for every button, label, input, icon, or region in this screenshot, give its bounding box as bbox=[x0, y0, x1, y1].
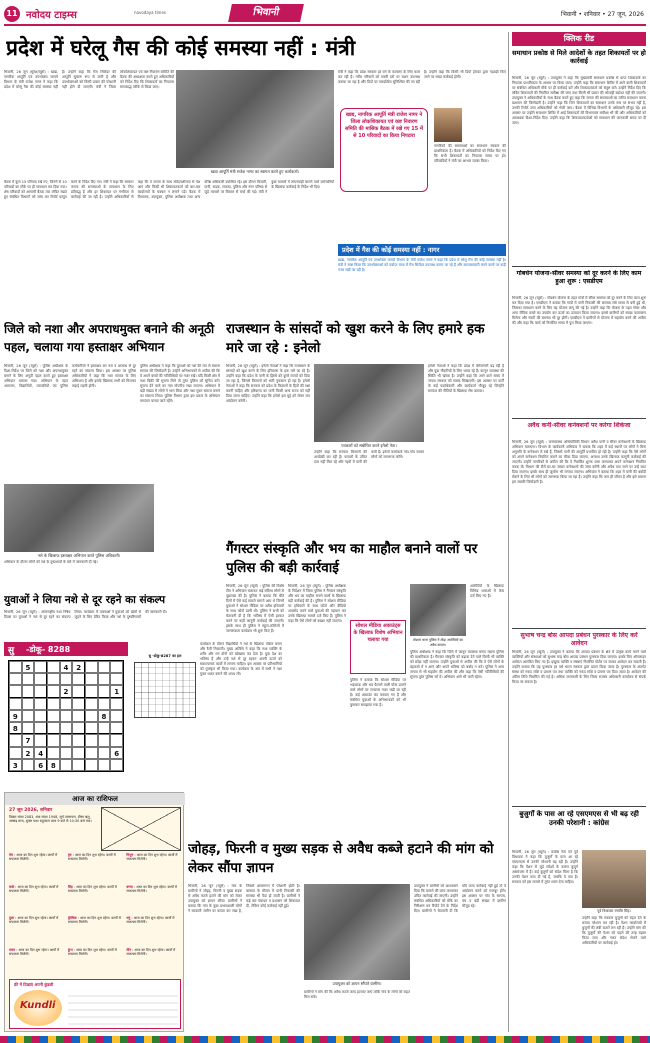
click-read-story4-body: भिवानी, 26 जून (ब्यूरो) : उपायुक्त ने बताया कि आपदा प्रबंधन के क्षेत्र में उत्कृष्ट कार्य करने वाले व्यक्तियों और संस्थाओं को सुभाष चन्द्र बोस आपदा प्रबंधन पुरस्कार दिया जाएगा। इसके लिए ऑनलाइन आवेदन आमंत्रित किए गए हैं। इच्छुक व्यक्ति व संस्थाएं निर्धारित पोर्टल पर जाकर आवेदन कर सकती हैं। उन्होंने बताया कि यह पुरस्कार हर वर्ष भारत सरकार द्वारा प्रदान किया जाता है। पुरस्कार के अंतर्गत संस्था को नकद राशि व प्रमाण पत्र तथा व्यक्ति को नकद राशि व प्रमाण पत्र दिया जाता है। आवेदन की अंतिम तिथि निर्धारित की गई है। अधिक जानकारी के लिए जिला राजस्व अधिकारी कार्यालय से संपर्क किया जा सकता है। bbox=[512, 650, 646, 684]
sudoku-cell bbox=[34, 734, 47, 746]
gangster-body-c: पुलिस अधीक्षक ने कहा कि जिले में कानून व्यवस्था बनाए रखना पुलिस की प्राथमिकता है। गैंगस्टर संस्कृति को बढ़ावा देने वाले किसी भी व्यक्ति को छोड़ा नहीं जाएगा। उन्होंने युवाओं से अपील की कि वे ऐसे लोगों के बहकावे में न आएं और अपने भविष्य को बर्बाद न करें। पुलिस ने आम जनता से भी सहयोग की अपील की और कहा कि ऐसी गतिविधियों की सूचना तुरंत पुलिस को दें। अभियान आगे भी जारी रहेगा। bbox=[410, 650, 504, 679]
rashi-item: कुंभ : आज का दिन शुभ रहेगा। कार्यों में सफलता मिलेगी। bbox=[67, 947, 117, 956]
sudoku-cell bbox=[110, 710, 123, 722]
rashi-item: कन्या : आज का दिन शुभ रहेगा। कार्यों में सफलता मिलेगी। bbox=[126, 884, 177, 893]
sudoku-cell bbox=[72, 759, 85, 771]
sudoku-cell bbox=[98, 673, 111, 685]
gangster-inset-caption: तोशाम थाना पुलिस ने तोड़ा आरोपियों का अवैध कब्जा। bbox=[413, 638, 463, 647]
section-badge: भिवानी bbox=[228, 4, 304, 22]
rashi-name: मेष bbox=[9, 853, 13, 857]
sudoku-cell bbox=[72, 722, 85, 734]
lead-photo-caption: खाद्य आपूर्ति मंत्री राजेश नागर का स्वागत करते हुए कार्यकर्ता। bbox=[210, 169, 300, 174]
sudoku-cell bbox=[60, 747, 73, 759]
click-read-story4: सुभाष चन्द्र बोस आपदा प्रबंधन पुरस्कार के लिए करें आवेदन bbox=[520, 632, 638, 647]
center-mid-photo-caption: पत्रकारों को संबोधित करते इनेलो नेता। bbox=[341, 443, 397, 448]
click-read-photo-caption: पूर्व विधायक रणबीर सिंह। bbox=[597, 909, 631, 913]
rashi-item: कर्क : आज का दिन शुभ रहेगा। कार्यों में सफलता मिलेगी। bbox=[9, 884, 59, 893]
rashi-item: मेष : आज का दिन शुभ रहेगा। कार्यों में सफलता मिलेगी। bbox=[9, 853, 58, 862]
sudoku-header bbox=[4, 642, 128, 656]
center-mid-photo bbox=[314, 364, 424, 442]
gangster-body-a: भिवानी, 26 जून (ब्यूरो) : पुलिस अधीक्षक के निर्देशन में जिला पुलिस ने गैंगस्टर संस्कृति और भय का माहौल बनाने वालों के खिलाफ़ बड़ी कार्रवाई की है। पुलिस ने सोशल मीडिया पर हथियारों के साथ फोटो और वीडियो अपलोड करने वाले युवाओं की पहचान कर उनके खिलाफ़ मामले दर्ज किए हैं। पुलिस ने कहा कि ऐसे लोगों को बख्शा नहीं जाएगा। bbox=[288, 584, 346, 623]
sudoku-cell bbox=[34, 698, 47, 710]
sudoku-cell bbox=[98, 759, 111, 771]
gangster-inset-photo bbox=[410, 584, 466, 636]
gangster-box bbox=[350, 620, 406, 674]
gangster-body-d: आरोपियों के खिलाफ़ विभिन्न धाराओं में केस दर्ज किए गए हैं। bbox=[470, 584, 504, 598]
sudoku-cell bbox=[34, 673, 47, 685]
page-number: 11 bbox=[4, 6, 20, 22]
sudoku-cell: 4 bbox=[34, 747, 47, 759]
sudoku-cell bbox=[47, 673, 60, 685]
click-read-column bbox=[512, 32, 646, 1032]
rashi-item: तुला : आज का दिन शुभ रहेगा। कार्यों में सफलता मिलेगी। bbox=[9, 916, 59, 925]
center-mid-story bbox=[226, 320, 504, 538]
rashifal-chart bbox=[101, 807, 181, 851]
sudoku-cell bbox=[22, 759, 35, 771]
sudoku-cell bbox=[85, 747, 98, 759]
rashi-name: कन्या bbox=[126, 884, 133, 889]
sudoku-cell bbox=[72, 734, 85, 746]
sudoku-cell: 6 bbox=[110, 747, 123, 759]
sudoku-cell: 7 bbox=[22, 734, 35, 746]
paper-name: नवोदय टाइम्स bbox=[26, 10, 77, 21]
rashi-name: मकर bbox=[9, 947, 16, 952]
sudoku-cell bbox=[85, 710, 98, 722]
click-read-photo bbox=[582, 850, 646, 908]
gangster-box-text: सोशल मीडिया अकाउंट्स के खिलाफ़ विशेष अभियान चलाया गया bbox=[353, 623, 403, 643]
sudoku-cell bbox=[110, 661, 123, 673]
bottom-photo-caption: उपायुक्त को ज्ञापन सौंपते ग्रामीण। bbox=[332, 981, 382, 986]
center-lower-body: भिवानी, 26 जून (ब्यूरो) : पुलिस की विशेष टीम ने अभियान चलाकर कई संदिग्ध लोगों से पूछताछ की है। पुलिस ने बताया कि बीते दिनों में ऐसे कई मामले सामने आए थे जिनमें युवाओं ने सोशल मीडिया पर अवैध हथियारों के साथ फोटो डाली थी। पुलिस ने सभी को चेतावनी दी है कि भविष्य में ऐसी हरकत करने पर कड़ी कानूनी कार्रवाई की जाएगी। इसके साथ ही पुलिस ने स्कूल-कॉलेजों में जागरूकता कार्यक्रम भी शुरू किए हैं। bbox=[226, 584, 284, 633]
sudoku-cell bbox=[34, 685, 47, 697]
paper-sub: navodaya times bbox=[134, 10, 167, 15]
click-read-story3-body: भिवानी, 26 जून (ब्यूरो) : जनस्वास्थ्य अभियांत्रिकी विभाग अवैध पानी व सीवर कनेक्शनों के खिलाफ़ अभियान चलाएगा। विभाग के कार्यकारी अभियंता ने बताया कि शहर में कई स्थानों पर लोगों ने बिना अनुमति के कनेक्शन ले रखे हैं, जिससे पानी की आपूर्ति प्रभावित हो रही है। उन्होंने कहा कि ऐसे लोगों को अपने कनेक्शन नियमित कराने का मौका दिया जाएगा, अन्यथा उनके खिलाफ़ कानूनी कार्रवाई की जाएगी। उन्होंने नागरिकों से अपील की कि वे निर्धारित शुल्क जमा करवाकर अपने कनेक्शन नियमित करवा लें। विभाग की टीमें घर-घर जाकर कनेक्शनों की जांच करेंगी और अवैध पाए जाने पर उन्हें काट दिया जाएगा। इसके साथ ही जुर्माना भी लगाया जाएगा। अभियंता ने बताया कि शहर में पानी की बर्बादी रोकने के लिए भी लोगों को जागरूक किया जा रहा है। उन्होंने कहा कि जल ही जीवन है और इसे बचाना हम सबकी जिम्मेदारी है। bbox=[512, 440, 646, 484]
bottom-body-left: भिवानी, 26 जून (ब्यूरो) : गांव के ग्रामीणों ने जोहड़, फिरनी व मुख्य सड़क से अवैध कब्जे हटाने की मांग को लेकर उपायुक्त को ज्ञापन सौंपा। ग्रामीणों ने बताया कि गांव के कुछ प्रभावशाली लोगों ने सरकारी जमीन पर कब्जा कर रखा है, जिससे आवागमन में परेशानी होती है। बरसात के मौसम में पानी निकासी की समस्या भी पैदा हो जाती है। ग्रामीणों ने कई बार पंचायत व प्रशासन को शिकायत दी, लेकिन कोई कार्रवाई नहीं हुई। bbox=[188, 884, 300, 913]
sudoku-cell bbox=[34, 710, 47, 722]
minister-photo bbox=[434, 108, 462, 142]
left-mid-body-right: पुलिस अधीक्षक ने कहा कि युवाओं को नशे की लत से बचाना समाज की जिम्मेदारी है। उन्होंने अभिभावकों से अपील की कि वे अपने बच्चों की गतिविधियों पर नजर रखें। यदि किसी क्षेत्र में नशा बिक्री की सूचना मिले तो तुरंत पुलिस को सूचित करें। सूचना देने वाले का नाम गोपनीय रखा जाएगा। अभियान में बड़ी संख्या में लोगों ने भाग लिया और नशा मुक्त समाज बनाने का संकल्प लिया। पुलिस विभाग द्वारा इस प्रकार के अभियान लगातार चलाए जाते रहेंगे। bbox=[140, 364, 220, 403]
bottom-story bbox=[188, 840, 506, 1032]
sudoku-cell bbox=[110, 722, 123, 734]
click-read-body: भिवानी, 26 जून (ब्यूरो) : उपायुक्त ने कहा कि मुख्यमंत्री समाधान प्रकोष्ठ से प्राप्त शिकायतों का निपटारा प्राथमिकता के आधार पर किया जाए। उन्होंने कहा कि समाधान शिविर में आने वाली शिकायतों पर संबंधित अधिकारी मौके पर ही कार्रवाई करें और शिकायतकर्ता को संतुष्ट करें। उन्होंने निर्देश दिए कि लंबित शिकायतों की नियमित समीक्षा की जाए तथा किसी भी प्रकार की कोताही बर्दाश्त नहीं की जाएगी। उपायुक्त ने अधिकारियों के साथ बैठक करते हुए कहा कि जनता की समस्याओं का त्वरित समाधान करना प्रशासन की जिम्मेदारी है। उन्होंने कहा कि जिन शिकायतों का समाधान उनके स्तर पर संभव नहीं है, उनकी रिपोर्ट उच्च अधिकारियों को भेजी जाए। बैठक में विभिन्न विभागों के अधिकारी मौजूद रहे। इस अवसर पर उन्होंने समाधान शिविर में आई शिकायतों की विभागवार समीक्षा भी की और अधिकारियों को आवश्यक दिशा-निर्देश दिए। उन्होंने कहा कि शिकायतकर्ताओं को समाधान की जानकारी समय पर दी जाए। bbox=[512, 76, 646, 125]
rashifal-list bbox=[9, 853, 181, 977]
sudoku-cell bbox=[47, 661, 60, 673]
rashifal-box bbox=[4, 792, 184, 1032]
sudoku-cell bbox=[98, 685, 111, 697]
sudoku-cell: 8 bbox=[47, 759, 60, 771]
sudoku-cell: 2 bbox=[72, 661, 85, 673]
bottom-body-mid: ग्रामीणों ने मांग की कि अवैध कब्जे जल्द हटवाए जाएं ताकि गांव के लोगों को राहत मिल सके। bbox=[304, 990, 410, 999]
rashi-name: कुंभ bbox=[67, 947, 73, 952]
sudoku-cell bbox=[47, 747, 60, 759]
rashi-name: मीन bbox=[126, 947, 132, 952]
sudoku-cell bbox=[72, 747, 85, 759]
sudoku-cell bbox=[9, 673, 22, 685]
lead-sub-lead: खाद्य, नागरिक आपूर्ति एवं उपभोक्ता मामले विभाग के मंत्री राजेश नागर ने कहा कि प्रदेश में घरेलू गैस की कोई समस्या नहीं है। मंत्री ने स्पष्ट किया कि उपभोक्ताओं को पर्याप्त मात्रा में गैस सिलेंडर उपलब्ध कराए जा रहे हैं और कालाबाजारी करने वालों पर कड़ी नजर रखी जा रही है। bbox=[338, 258, 506, 272]
sudoku-cell bbox=[9, 685, 22, 697]
rashi-item: सिंह : आज का दिन शुभ रहेगा। कार्यों में सफलता मिलेगी। bbox=[67, 884, 117, 893]
rashifal-title: आज का राशिफल bbox=[5, 793, 185, 805]
sudoku-cell bbox=[9, 747, 22, 759]
sudoku-cell bbox=[22, 698, 35, 710]
sudoku-cell bbox=[85, 734, 98, 746]
sudoku-cell bbox=[60, 734, 73, 746]
sudoku-cell: 3 bbox=[9, 759, 22, 771]
lead-body-sidecol: नागरिकों की समस्याओं का समाधान सरकार की प्राथमिकता है। बैठक में अधिकारियों को निर्देश दिए गए कि सभी शिकायतों का निपटारा समय पर हो। परिवादियों ने मंत्री का आभार व्यक्त किया। bbox=[434, 144, 506, 163]
sudoku-cell bbox=[60, 759, 73, 771]
rashi-name: सिंह bbox=[67, 884, 73, 889]
sudoku-cell bbox=[85, 759, 98, 771]
sudoku-answer-label: सु -डोकू-8287 का हल bbox=[148, 654, 182, 658]
sudoku-cell bbox=[9, 661, 22, 673]
sudoku-cell bbox=[34, 661, 47, 673]
sudoku-cell bbox=[72, 710, 85, 722]
gangster-headline: गैंगस्टर संस्कृति और भय का माहौल बनाने वालों पर पुलिस की बड़ी कार्रवाई bbox=[226, 541, 478, 576]
click-read-story5-body-b: उन्होंने कहा कि सरकार बुजुर्गों को राहत देने के बजाय परेशान कर रही है। पेंशन कार्यालयों में बुजुर्गों की लंबी कतारें लग रही हैं। उन्होंने मांग की कि बुजुर्गों की पेंशन को पहले की तरह बहाल किया जाए और गलत संदेश भेजने वाले अधिकारियों पर कार्रवाई हो। bbox=[582, 916, 646, 945]
lead-sub-box bbox=[338, 244, 506, 256]
sudoku-box bbox=[4, 642, 128, 788]
sudoku-cell: 2 bbox=[22, 747, 35, 759]
sudoku-answer-grid bbox=[134, 662, 196, 718]
lead-callout-text: खाद्य, नागरिक आपूर्ति मंत्री राजेश नागर ने जिला लोकशिकायत एवं कष्ट निवारण समिति की मासिक बैठक में रखे गए 15 में से 10 परिवादों का किया निपटारा bbox=[345, 112, 423, 139]
sudoku-answer bbox=[132, 654, 198, 724]
sudoku-cell: 6 bbox=[34, 759, 47, 771]
sudoku-cell bbox=[98, 698, 111, 710]
rashi-name: तुला bbox=[9, 916, 15, 920]
sudoku-cell bbox=[47, 685, 60, 697]
rashi-item: मकर : आज का दिन शुभ रहेगा। कार्यों में सफलता मिलेगी। bbox=[9, 947, 60, 956]
sudoku-cell bbox=[34, 722, 47, 734]
youth-body: भिवानी, 26 जून (ब्यूरो) : अंतरराष्ट्रीय नशा निषेध दिवस पर युवाओं ने नशे से दूर रहने का संकल्प लिया। कार्यक्रम में वक्ताओं ने युवाओं को खेलों से जुड़ने के लिए प्रेरित किया और नशे के दुष्परिणामों की जानकारी दी। bbox=[4, 610, 167, 619]
sudoku-cell bbox=[85, 673, 98, 685]
sudoku-cell bbox=[72, 685, 85, 697]
center-mid-body-mid: उन्होंने कहा कि सरकार किसानों की अनदेखी कर रही है। फसलों के उचित दाम नहीं मिल रहे और नहरों में पानी की कमी है। इनेलो कार्यकर्ता गांव-गांव जाकर लोगों को जागरूक करेंगे। bbox=[314, 450, 424, 464]
sudoku-cell bbox=[47, 734, 60, 746]
left-mid-body-top: भिवानी, 26 जून (ब्यूरो) : पुलिस अधीक्षक के दिशा-निर्देश पर जिले को नशा और अपराधमुक्त बनाने के लिए अनूठी पहल करते हुए हस्ताक्षर अभियान चलाया गया। अभियान के तहत आमजन, विद्यार्थियों, व्यापारियों एवं पुलिस कर्मचारियों ने हस्ताक्षर कर नशे व अपराध से दूर रहने का संकल्प लिया। इस अवसर पर पुलिस अधिकारियों ने कहा कि नशा समाज के लिए अभिशाप है और इसके खिलाफ़ सभी को मिलकर लड़ाई लड़नी होगी। bbox=[4, 364, 136, 388]
sudoku-cell bbox=[110, 698, 123, 710]
sudoku-cell bbox=[98, 661, 111, 673]
sudoku-cell bbox=[60, 698, 73, 710]
sudoku-cell bbox=[85, 698, 98, 710]
sudoku-cell bbox=[85, 661, 98, 673]
sudoku-cell bbox=[22, 722, 35, 734]
sudoku-cell bbox=[98, 747, 111, 759]
click-read-story2-body: भिवानी, 26 जून (ब्यूरो) : गोबर्धन योजना के तहत गांवों में सीवर समस्या को दूर करने के लिए काम शुरू कर दिया गया है। एसडीएम ने बताया कि गांवों में पानी निकासी की समस्या लंबे समय से बनी हुई थी, जिसका समाधान करने के लिए यह योजना लागू की गई है। उन्होंने कहा कि योजना के तहत गोबर और अन्य जैविक कचरे का उपयोग कर ऊर्जा का उत्पादन किया जाएगा। इससे ग्रामीणों को स्वच्छ वातावरण मिलेगा और गंदगी की समस्या भी दूर होगी। एसडीएम ने ग्रामीणों से योजना में सहयोग करने की अपील की और कहा कि कार्य को निर्धारित समय में पूरा किया जाएगा। bbox=[512, 296, 646, 325]
left-mid-story bbox=[4, 320, 220, 586]
lead-body-center: बैठक में कुल 15 परिवाद रखे गए, जिनमें से 10 परिवादों का मौके पर ही समाधान कर दिया गया। शेष परिवादों को आगामी बैठक तक लंबित रखते हुए संबंधित विभागों को जांच कर रिपोर्ट प्रस्तुत करने के निर्देश दिए गए। मंत्री ने कहा कि सरकार जनता की समस्याओं के समाधान के लिए प्रतिबद्ध है और हर शिकायत पर गंभीरता से कार्रवाई की जा रही है। उन्होंने अधिकारियों से कहा कि वे जनता के साथ संवेदनशीलता से पेश आएं और किसी भी शिकायतकर्ता को बार-बार कार्यालयों के चक्कर न लगाने पड़ें। बैठक में विधायक, उपायुक्त, पुलिस अधीक्षक तथा अन्य वरिष्ठ अधिकारी उपस्थित रहे। इस दौरान बिजली, पानी, सड़क, राजस्व, पुलिस और नगर परिषद से जुड़े मामलों पर विस्तार से चर्चा की गई। मंत्री ने कुछ मामलों में लापरवाही बरतने वाले कर्मचारियों के खिलाफ़ कार्रवाई के निर्देश भी दिए। bbox=[4, 180, 334, 199]
left-mid-photo bbox=[4, 484, 154, 552]
sudoku-title: -डोकू- 8288 bbox=[26, 645, 71, 654]
sudoku-cell bbox=[72, 698, 85, 710]
bottom-photo bbox=[304, 884, 410, 980]
sudoku-cell bbox=[98, 722, 111, 734]
lead-headline: प्रदेश में घरेलू गैस की कोई समस्या नहीं : मंत्री bbox=[6, 36, 356, 60]
lead-sub-lead-text: खाद्य, नागरिक आपूर्ति एवं उपभोक्ता मामले विभाग के मंत्री राजेश नागर ने कहा कि प्रदेश में घरेलू गैस की कोई समस्या नहीं है। bbox=[338, 258, 506, 262]
sudoku-cell bbox=[110, 734, 123, 746]
sudoku-cell bbox=[60, 673, 73, 685]
sudoku-cell bbox=[9, 734, 22, 746]
center-mid-body-right: इनेलो नेताओं ने कहा कि प्रदेश में बेरोजगारी बढ़ रही है और युवा नौकरियों के लिए भटक रहे हैं। कानून व्यवस्था की स्थिति भी खराब है। उन्होंने कहा कि आने वाले समय में जनता सरकार को सबक सिखाएगी। इस अवसर पर पार्टी के कई पदाधिकारी और कार्यकर्ता मौजूद रहे जिन्होंने सरकार की नीतियों के खिलाफ़ रोष जताया। bbox=[428, 364, 504, 393]
rashi-item: मीन : आज का दिन शुभ रहेगा। कार्यों में सफलता मिलेगी। bbox=[126, 947, 176, 956]
lead-photo bbox=[176, 70, 334, 168]
sudoku-cell bbox=[72, 673, 85, 685]
sudoku-cell: 4 bbox=[60, 661, 73, 673]
gangster-body-b: पुलिस ने बताया कि सोशल मीडिया पर भड़काऊ और भय फैलाने वाली पोस्ट डालने वाले लोगों पर लगातार नजर रखी जा रही है। कई अकाउंट बंद करवाए गए हैं और संबंधित युवाओं के अभिभावकों को भी बुलाकर समझाया गया है। bbox=[350, 678, 406, 707]
sudoku-cell: 2 bbox=[60, 685, 73, 697]
lead-sub-box-text: प्रदेश में गैस की कोई समस्या नहीं : नागर bbox=[342, 246, 440, 254]
rashi-item: वृष : आज का दिन शुभ रहेगा। कार्यों में सफलता मिलेगी। bbox=[67, 853, 116, 862]
left-mid-headline: जिले को नशा और अपराधमुक्त बनाने की अनूठी पहल, चलाया गया हस्ताक्षर अभियान bbox=[4, 322, 215, 354]
kundli-ad-subtitle: फ्री में दिखाएं अपनी कुंडली bbox=[14, 982, 54, 987]
sudoku-cell bbox=[9, 698, 22, 710]
rashifal-panchang: विक्रम संवत 2083, शक संवत 1948, सूर्य उत्तरायण, ग्रीष्म ऋतु, आषाढ़ मास, शुक्ल पक्ष। राहुकाल प्रातः 9 बजे से 10:30 बजे तक। bbox=[9, 815, 92, 824]
left-mid-body-bottom: अभियान के दौरान लोगों को नशे के दुष्प्रभावों के बारे में जानकारी दी गई। bbox=[4, 560, 98, 564]
sudoku-cell bbox=[47, 698, 60, 710]
sudoku-cell bbox=[22, 673, 35, 685]
sudoku-cell: 1 bbox=[110, 685, 123, 697]
sudoku-cell: 8 bbox=[9, 722, 22, 734]
left-mid-photo-caption: नशे के खिलाफ़ हस्ताक्षर अभियान करते पुलिस अधिकारी। bbox=[37, 553, 121, 558]
sudoku-cell bbox=[60, 710, 73, 722]
sudoku-cell bbox=[47, 722, 60, 734]
sudoku-cell bbox=[22, 685, 35, 697]
rashi-item: मिथुन : आज का दिन शुभ रहेगा। कार्यों में सफलता मिलेगी। bbox=[126, 853, 178, 862]
sudoku-cell bbox=[22, 710, 35, 722]
sudoku-grid bbox=[8, 660, 124, 772]
sudoku-cell: 8 bbox=[98, 710, 111, 722]
sudoku-cell bbox=[110, 673, 123, 685]
rashi-name: कर्क bbox=[9, 884, 15, 889]
sudoku-cell: 9 bbox=[9, 710, 22, 722]
footer-strip bbox=[0, 1036, 650, 1043]
sudoku-cell bbox=[110, 759, 123, 771]
rashi-name: वृश्चिक bbox=[67, 916, 77, 920]
center-mid-headline: राजस्थान के सांसदों को खुश करने के लिए हमारे हक मारे जा रहे : इनेलो bbox=[226, 321, 485, 356]
bottom-headline: जोहड़, फिरनी व मुख्य सड़क से अवैध कब्जे हटाने की मांग को लेकर सौंपा ज्ञापन bbox=[188, 841, 494, 876]
lead-story bbox=[4, 32, 506, 314]
lead-body-right: मंत्री ने कहा कि प्रदेश सरकार हर वर्ग के कल्याण के लिए काम कर रही है। गरीब परिवारों को सस्ती दरों पर राशन उपलब्ध कराया जा रहा है और डिपो पर पारदर्शिता सुनिश्चित की जा रही है। उन्होंने कहा कि किसी भी डिपो होल्डर द्वारा गड़बड़ी किए जाने पर सख्त कार्रवाई होगी। bbox=[338, 70, 506, 84]
click-read-story2: गोबर्धन योजना-सीवर समस्या को दूर करने के लिए काम हुआ शुरू : एसडीएम bbox=[516, 270, 642, 285]
click-read-label: क्लिक रीड bbox=[512, 32, 646, 46]
click-read-story3: अवैध कनी-सीवर कनेक्शनों पर करेगा शिकंजा bbox=[527, 422, 631, 429]
rashi-item: धनु : आज का दिन शुभ रहेगा। कार्यों में सफलता मिलेगी। bbox=[126, 916, 175, 925]
rashi-name: वृष bbox=[67, 853, 72, 857]
sudoku-cell bbox=[47, 710, 60, 722]
sudoku-cell bbox=[85, 685, 98, 697]
click-read-story5: बुजुर्गों के पास आ रहे एसएमएस से भी बढ़ रही उनकी परेशानी : कांग्रेस bbox=[519, 810, 639, 827]
lead-callout bbox=[340, 108, 428, 192]
rashi-name: धनु bbox=[126, 916, 131, 920]
sudoku-cell bbox=[60, 722, 73, 734]
rashifal-date: 27 जून 2026, शनिवार bbox=[9, 808, 53, 813]
masthead bbox=[4, 4, 646, 26]
rashi-item: वृश्चिक : आज का दिन शुभ रहेगा। कार्यों में सफलता मिलेगी। bbox=[67, 916, 121, 925]
sudoku-cell: 5 bbox=[22, 661, 35, 673]
click-read-story5-body-a: भिवानी, 26 जून (ब्यूरो) : कांग्रेस नेता एवं पूर्व विधायक ने कहा कि बुजुर्गों के पास आ रहे एसएमएस से उनकी परेशानी बढ़ रही है। उन्होंने कहा कि पेंशन से जुड़े संदेशों के कारण बुजुर्ग असमंजस में हैं। कई बुजुर्गों को संदेश मिला है कि उनकी पेंशन काट दी गई है, जबकि वे पात्र हैं। सरकार को इस मामले में तुरंत ध्यान देना चाहिए। bbox=[512, 850, 578, 884]
kundli-ad-text bbox=[68, 990, 178, 1026]
youth-body-cont: कार्यक्रम के दौरान विद्यार्थियों ने नशे के खिलाफ़ पोस्टर बनाए और रैली निकाली। मुख्य अतिथि ने कहा कि नशा व्यक्ति के शरीर और मन दोनों को खोखला कर देता है। युवा देश का भविष्य हैं और उन्हें नशे से दूर रहकर अपनी ऊर्जा को सकारात्मक कार्यों में लगाना चाहिए। इस अवसर पर प्रतिभागियों को पुरस्कृत भी किया गया। कार्यक्रम के अंत में सभी ने नशा मुक्त भारत बनाने की शपथ ली। bbox=[200, 642, 282, 676]
kundli-ad bbox=[9, 979, 181, 1029]
click-read-headline: समाधान प्रकोष्ठ से मिले आदेशों के तहत शिकायतों पर हो कार्रवाई bbox=[512, 49, 646, 65]
center-mid-body-left: भिवानी, 26 जून (ब्यूरो) : इनेलो नेताओं ने कहा कि राजस्थान के सांसदों को खुश करने के लिए हरियाणा के हक मारे जा रहे हैं। उन्होंने कहा कि प्रदेश के पानी के हिस्से को दूसरे राज्यों को दिया जा रहा है, जिससे किसानों को भारी नुकसान हो रहा है। इनेलो नेताओं ने कहा कि सरकार को प्रदेश के किसानों के हितों की रक्षा करनी चाहिए और हरियाणा का पानी किसी अन्य राज्य को नहीं दिया जाना चाहिए। उन्होंने कहा कि इनेलो इस मुद्दे को लेकर जन आंदोलन करेगी। bbox=[226, 364, 310, 403]
sudoku-cell bbox=[98, 734, 111, 746]
sudoku-cell bbox=[85, 722, 98, 734]
sudoku-label: सु bbox=[8, 646, 15, 656]
dateline: भिवानी • शनिवार • 27 जून, 2026 bbox=[561, 11, 644, 18]
kundli-brand: Kundli bbox=[20, 1000, 56, 1011]
lead-body-left: भिवानी, 26 जून (सुरेश/ब्यूरो) : खाद्य, नागरिक आपूर्ति एवं उपभोक्ता मामले विभाग के मंत्री राजेश नागर ने कहा कि प्रदेश में घरेलू गैस की कोई समस्या नहीं है। उन्होंने कहा कि गैस सिलेंडर की आपूर्ति सुचारू रूप से जारी है और उपभोक्ताओं को किसी प्रकार की परेशानी नहीं होने दी जाएगी। मंत्री ने जिला लोकशिकायत एवं कष्ट निवारण समिति की बैठक की अध्यक्षता करते हुए अधिकारियों को निर्देश दिए कि शिकायतों का निपटारा समयबद्ध तरीके से किया जाए। bbox=[4, 70, 174, 89]
rashi-name: मिथुन bbox=[126, 853, 134, 857]
youth-headline: युवाओं ने लिया नशे से दूर रहने का संकल्प bbox=[4, 594, 166, 606]
bottom-body-right: उपायुक्त ने ग्रामीणों को आश्वासन दिया कि मामले की जांच करवाकर उचित कार्रवाई की जाएगी। उन्होंने संबंधित अधिकारियों को मौके का निरीक्षण कर रिपोर्ट देने के निर्देश दिए। ग्रामीणों ने चेतावनी दी कि यदि जल्द कार्रवाई नहीं हुई तो वे आंदोलन करने को मजबूर होंगे। इस अवसर पर गांव के सरपंच, पंच व बड़ी संख्या में ग्रामीण मौजूद रहे। bbox=[414, 884, 506, 913]
